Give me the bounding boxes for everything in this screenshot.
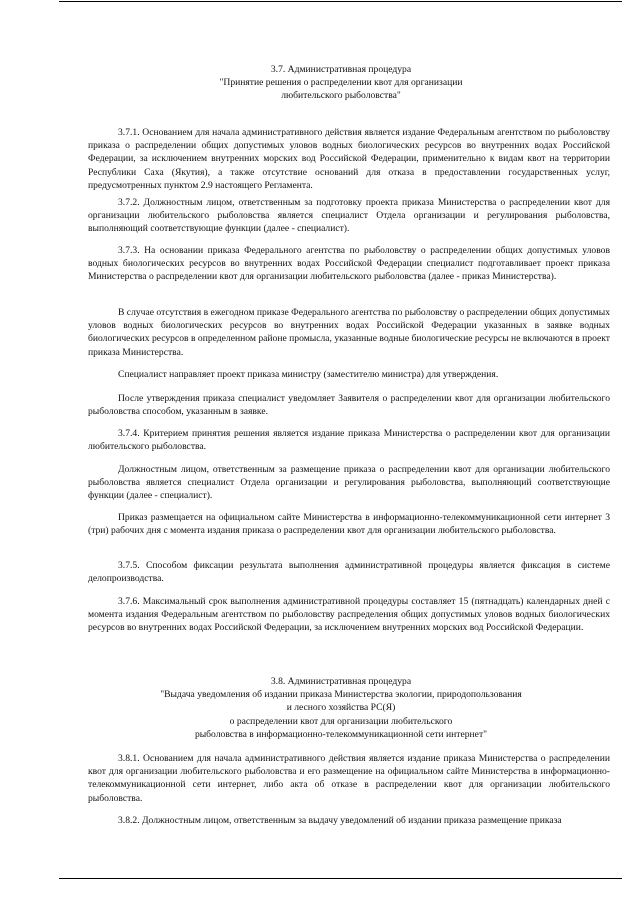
paragraph-3-7-6: 3.7.6. Максимальный срок выполнения административной процедуры составляет 15 (пятнадцать) календарных дней с момента издания Федеральным агентством по рыболовству распределения общих допустимых уловов водных биологических ресурсов во внутренних водах Российской Федерации, за исключением внутренних морских вод Российской Федерации. [88,596,610,634]
paragraph-responsible-official: Должностным лицом, ответственным за размещение приказа о распределении квот для организации любительского рыболовства является специалист Отдела организации и регулирования рыболовства, выполняющий соответствующие функции (далее - специалист). [88,464,610,502]
paragraph-after-approval: После утверждения приказа специалист уведомляет Заявителя о распределении квот для организации любительского рыболовства способом, указанным в заявке. [88,393,610,418]
paragraph-order-published: Приказ размещается на официальном сайте Министерства в информационно-телекоммуникационной сети интернет 3 (три) рабочих дня с момента издания приказа о распределении квот для организации любительского рыболовства. [88,512,610,537]
paragraph-3-7-3: 3.7.3. На основании приказа Федерального агентства по рыболовству о распределении общих допустимых уловов водных биологических ресурсов во внутренних водах Российской Федерации специалист подготавливает проект приказа Министерства о распределении квот для организации любительского рыболовства (далее - приказ Министерства). [88,245,610,283]
section-3-8-title-line: о распределении квот для организации любительского [229,715,453,727]
section-3-8-title-line: 3.8. Административная процедура [270,676,412,687]
paragraph-3-8-1: 3.8.1. Основанием для начала административного действия является издание приказа Министерства о распределении квот для организации любительского рыболовства и его размещение на официальном сайте Министерства в информационно-телекоммуникационной сети интернет, либо акта об отказе в распределении квот для организации любительского рыболовства. [88,753,610,804]
section-3-8-title [88,675,594,741]
paragraph-3-7-4: 3.7.4. Критерием принятия решения является издание приказа Министерства о распределении квот для организации любительского рыболовства. [88,428,610,453]
paragraph-3-7-5: 3.7.5. Способом фиксации результата выполнения административной процедуры является фиксация в системе делопроизводства. [88,560,610,585]
section-3-7-title-line: "Принятие решения о распределении квот для организации [219,77,463,89]
section-3-8-title-line: и лесного хозяйства РС(Я) [286,702,396,714]
paragraph-3-8-2: 3.8.2. Должностным лицом, ответственным за выдачу уведомлений об издании приказа размещение приказа [118,815,562,826]
paragraph-3-7-2: 3.7.2. Должностным лицом, ответственным за подготовку проекта приказа Министерства о распределении квот для организации любительского рыболовства является специалист Отдела организации и регулирования рыболовства, выполняющий соответствующие функции (далее - специалист). [88,197,610,235]
section-3-7-title-line: любительского рыболовства" [281,90,401,102]
paragraph-3-7-1: 3.7.1. Основанием для начала административного действия является издание Федеральным агентством по рыболовству приказа о распределении общих допустимых уловов водных биологических ресурсов во внутренних водах Российской Федерации, за исключением внутренних морских вод Российской Федерации, применительно к видам квот на территории Республики Саха (Якутия), а также отсутствие оснований для отказа в предоставлении государственных услуг, предусмотренных пунктом 2.9 настоящего Регламента. [88,127,610,191]
bottom-rule [59,878,622,879]
paragraph-absence: В случае отсутствия в ежегодном приказе Федерального агентства по рыболовству о распределении общих допустимых уловов водных биологических ресурсов во внутренних водах Российской Федерации указанных в заявке водных биологических ресурсов в определенном районе промысла, указанные водные биологические ресурсы не включаются в проект приказа Министерства. [88,307,610,358]
section-3-7-title-line: 3.7. Административная процедура [270,64,412,75]
section-3-8-title-line: "Выдача уведомления об издании приказа Министерства экологии, природопользования [160,689,522,701]
paragraph-specialist-sends: Специалист направляет проект приказа министру (заместителю министра) для утверждения. [118,369,499,380]
top-rule [59,1,622,2]
section-3-7-title [88,63,594,103]
section-3-8-title-line: рыболовства в информационно-телекоммуникационной сети интернет" [194,728,488,740]
